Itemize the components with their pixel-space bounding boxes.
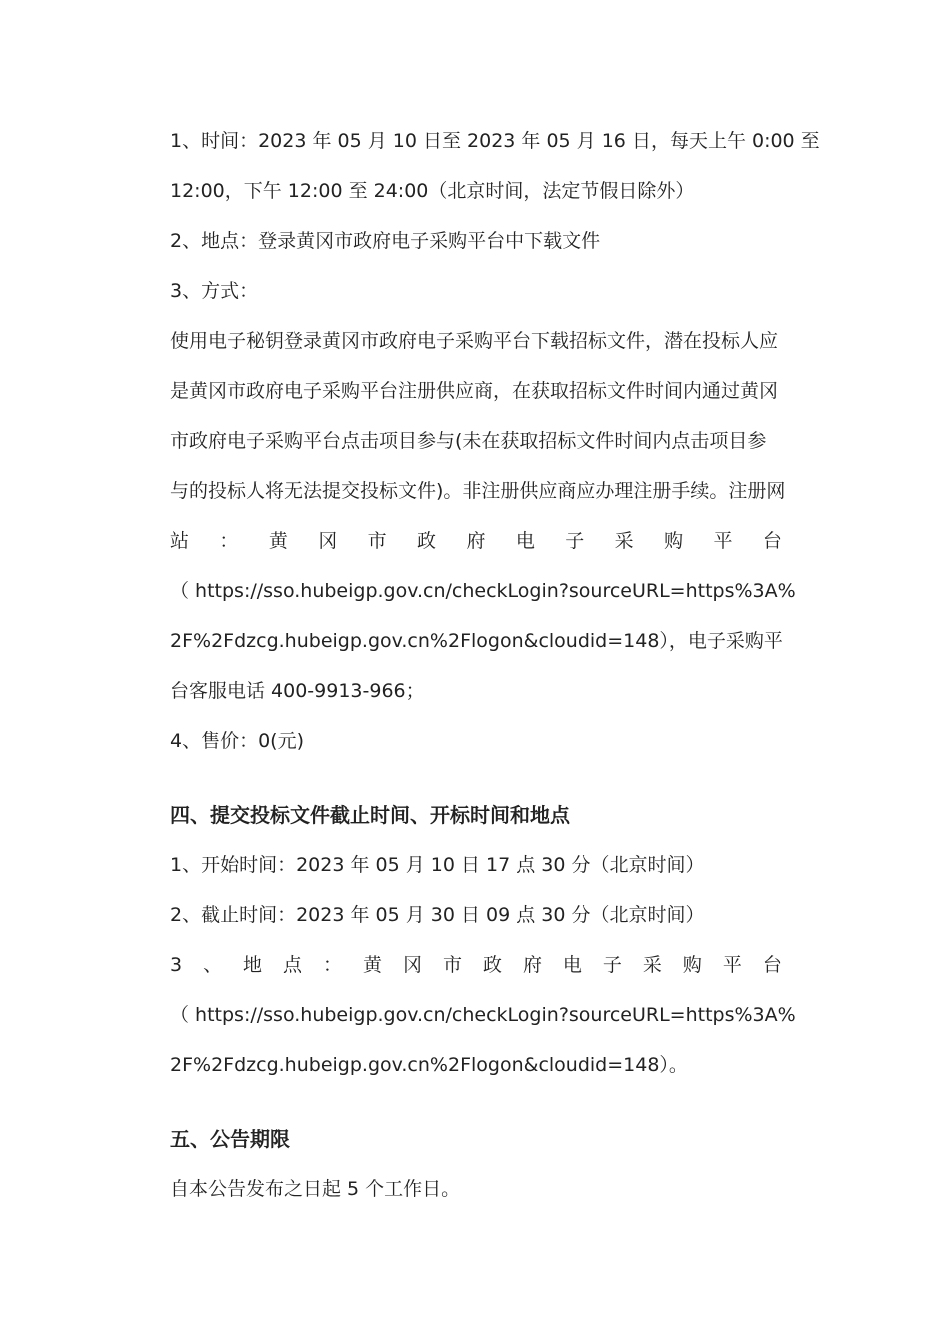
site-char: 冈 (318, 530, 338, 552)
time-line-2: 12:00，下午 12:00 至 24:00（北京时间，法定节假日除外） (170, 180, 695, 202)
location-line: 2、地点：登录黄冈市政府电子采购平台中下载文件 (170, 230, 601, 252)
site-char: 子 (565, 530, 585, 552)
site-char: 府 (466, 530, 486, 552)
place-char: 购 (682, 954, 702, 976)
place-char: 府 (522, 954, 542, 976)
place-char: 政 (482, 954, 502, 976)
start-time-line: 1、开始时间：2023 年 05 月 10 日 17 点 30 分（北京时间） (170, 854, 705, 876)
deadline-line: 2、截止时间：2023 年 05 月 30 日 09 点 30 分（北京时间） (170, 904, 705, 926)
place-char: 、 (203, 954, 223, 976)
registration-url-line-2: 2F%2Fdzcg.hubeigp.gov.cn%2Flogon&cloudid=148），电子采购平 (170, 630, 783, 652)
site-char: 台 (762, 530, 782, 552)
site-char: 电 (515, 530, 535, 552)
method-text-2: 是黄冈市政府电子采购平台注册供应商，在获取招标文件时间内通过黄冈 (170, 380, 779, 402)
place-char: 黄 (363, 954, 383, 976)
place-char: 台 (762, 954, 782, 976)
method-text-1: 使用电子秘钥登录黄冈市政府电子采购平台下载招标文件，潜在投标人应 (170, 330, 779, 352)
place-char: 市 (442, 954, 462, 976)
site-char: 市 (367, 530, 387, 552)
site-char: 平 (713, 530, 733, 552)
section-5-heading: 五、公告期限 (170, 1127, 290, 1151)
section-4-heading: 四、提交投标文件截止时间、开标时间和地点 (170, 803, 570, 827)
site-char: 采 (614, 530, 634, 552)
site-char: 黄 (268, 530, 288, 552)
place-char: 采 (642, 954, 662, 976)
submission-url-line-1: （ https://sso.hubeigp.gov.cn/checkLogin?sourceURL=https%3A% (170, 1004, 796, 1026)
registration-site-line (170, 516, 782, 566)
support-phone-line: 台客服电话 400-9913-966； (170, 680, 425, 702)
document-page (170, 116, 820, 1214)
place-char: 3 (170, 954, 183, 976)
place-char: 子 (602, 954, 622, 976)
place-char: 电 (562, 954, 582, 976)
place-char: 点 (283, 954, 303, 976)
announcement-period-text: 自本公告发布之日起 5 个工作日。 (170, 1178, 461, 1200)
site-char: ： (219, 530, 239, 552)
site-char: 政 (417, 530, 437, 552)
submission-url-line-2: 2F%2Fdzcg.hubeigp.gov.cn%2Flogon&cloudid=148）。 (170, 1054, 688, 1076)
time-line-1: 1、时间：2023 年 05 月 10 日至 2023 年 05 月 16 日，每天上午 0:00 至 (170, 130, 820, 152)
site-char: 站 (170, 530, 190, 552)
place-char: ： (323, 954, 343, 976)
method-text-4: 与的投标人将无法提交投标文件)。非注册供应商应办理注册手续。注册网 (170, 480, 786, 502)
submission-place-line (170, 940, 782, 990)
place-char: 地 (243, 954, 263, 976)
price-line: 4、售价：0(元) (170, 730, 305, 752)
registration-url-line-1: （ https://sso.hubeigp.gov.cn/checkLogin?sourceURL=https%3A% (170, 580, 796, 602)
method-text-3: 市政府电子采购平台点击项目参与(未在获取招标文件时间内点击项目参 (170, 430, 767, 452)
method-label: 3、方式： (170, 280, 259, 302)
site-char: 购 (664, 530, 684, 552)
place-char: 冈 (402, 954, 422, 976)
place-char: 平 (722, 954, 742, 976)
